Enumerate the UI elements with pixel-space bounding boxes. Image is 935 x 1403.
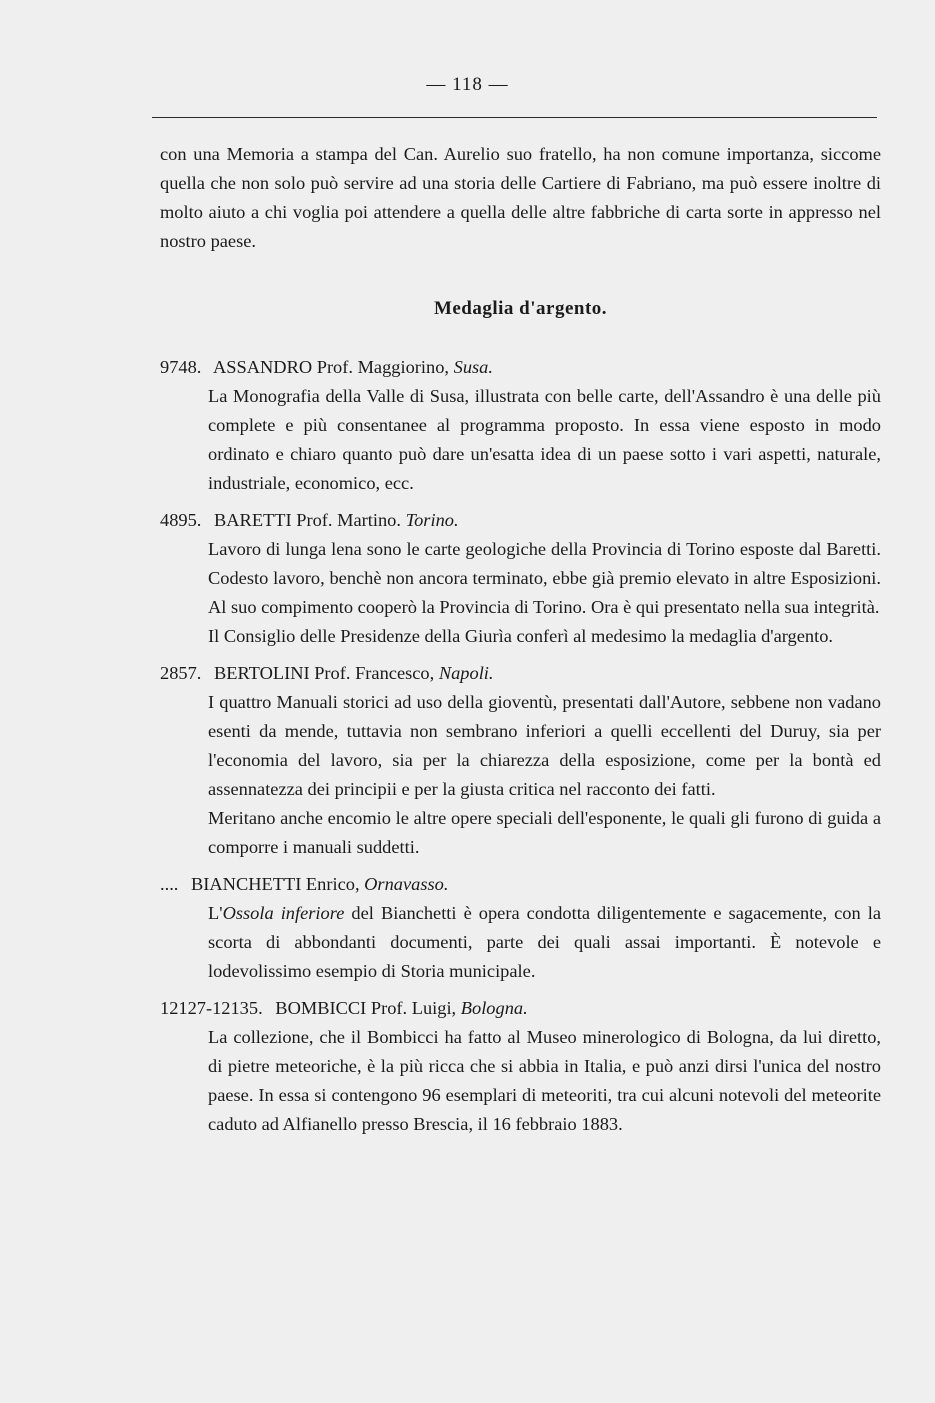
- entry-place: Susa.: [453, 357, 493, 377]
- entry-heading: [160, 994, 881, 1023]
- entry-number: 2857.: [160, 663, 202, 683]
- entry-number: 12127-12135.: [160, 998, 263, 1018]
- entry-number: 9748.: [160, 357, 202, 377]
- entry-place: Napoli.: [438, 663, 494, 683]
- entry-heading: [160, 659, 881, 688]
- entry-assandro: [160, 353, 881, 498]
- entry-body: [160, 535, 881, 651]
- paragraph-rest: del Bianchetti è opera condotta diligentemente e sagacemente, con la scorta di abbondanti documenti, parte dei quali assai importanti. È notevole e lodevolissimo esempio di Storia municipale.: [208, 903, 881, 981]
- entry-place: Ornavasso.: [364, 874, 449, 894]
- entry-paragraph: Il Consiglio delle Presidenze della Giurìa conferì al medesimo la medaglia d'argento.: [208, 626, 833, 646]
- entry-paragraph: Meritano anche encomio le altre opere speciali dell'esponente, le quali gli furono di guida a comporre i manuali suddetti.: [208, 808, 881, 857]
- entry-heading: [160, 870, 881, 899]
- header-rule: [152, 117, 877, 118]
- entry-paragraph: [208, 899, 881, 986]
- entry-name: BARETTI Prof. Martino.: [214, 510, 401, 530]
- entry-bombicci: [160, 994, 881, 1139]
- entry-number: 4895.: [160, 510, 202, 530]
- entry-bertolini: [160, 659, 881, 862]
- entry-name: BIANCHETTI Enrico,: [191, 874, 360, 894]
- entry-heading: [160, 353, 881, 382]
- entry-body: [160, 688, 881, 862]
- entry-name: BOMBICCI Prof. Luigi,: [275, 998, 457, 1018]
- work-title: Ossola inferiore: [222, 903, 345, 923]
- entry-place: Bologna.: [460, 998, 528, 1018]
- section-heading: Medaglia d'argento.: [433, 298, 608, 319]
- entry-body: [160, 382, 881, 498]
- entry-body: [160, 899, 881, 986]
- entry-paragraph: La Monografia della Valle di Susa, illustrata con belle carte, dell'Assandro è una delle più complete e più consentanee al programma proposto. In essa viene esposto in modo ordinato e chiaro quanto può dare un'esatta idea di un paese sotto i vari aspetti, naturale, industriale, economico, ecc.: [208, 386, 881, 493]
- entry-heading: [160, 506, 881, 535]
- intro-paragraph: con una Memoria a stampa del Can. Aurelio suo fratello, ha non comune importanza, siccome quella che non solo può servire ad una storia delle Cartiere di Fabriano, ma può essere inoltre di molto aiuto a chi voglia poi attendere a quella delle altre fabbriche di carta sorte in appresso nel nostro paese.: [160, 144, 881, 251]
- entry-name: ASSANDRO Prof. Maggiorino,: [212, 357, 450, 377]
- entry-paragraph: Lavoro di lunga lena sono le carte geologiche della Provincia di Torino esposte dal Baretti. Codesto lavoro, benchè non ancora terminato, ebbe già premio elevato in altre Esposizioni. Al suo compimento cooperò la Provincia di Torino. Ora è qui presentato nella sua integrità.: [208, 539, 881, 617]
- entry-baretti: [160, 506, 881, 651]
- paragraph-lead: L': [208, 903, 223, 923]
- entry-name: BERTOLINI Prof. Francesco,: [214, 663, 435, 683]
- entry-place: Torino.: [405, 510, 459, 530]
- entry-bianchetti: [160, 870, 881, 986]
- entry-body: [160, 1023, 881, 1139]
- page-number: — 118 —: [426, 74, 509, 95]
- entry-paragraph: La collezione, che il Bombicci ha fatto al Museo minerologico di Bologna, da lui diretto, di pietre meteoriche, è la più ricca che si abbia in Italia, e può anzi dirsi l'unica del nostro paese. In essa si contengono 96 esemplari di meteoriti, tra cui alcuni notevoli del meteorite caduto ad Alfianello presso Brescia, il 16 febbraio 1883.: [208, 1027, 881, 1134]
- page-body: [160, 140, 881, 1139]
- entry-number: ....: [160, 874, 179, 894]
- entry-paragraph: I quattro Manuali storici ad uso della gioventù, presentati dall'Autore, sebbene non vadano esenti da mende, tuttavia non sembrano inferiori a quelli eccellenti del Duruy, sia per l'economia del lavoro, sia per la chiarezza della esposizione, come per la bontà ed assennatezza dei principii e per la giusta critica nel racconto dei fatti.: [208, 692, 881, 799]
